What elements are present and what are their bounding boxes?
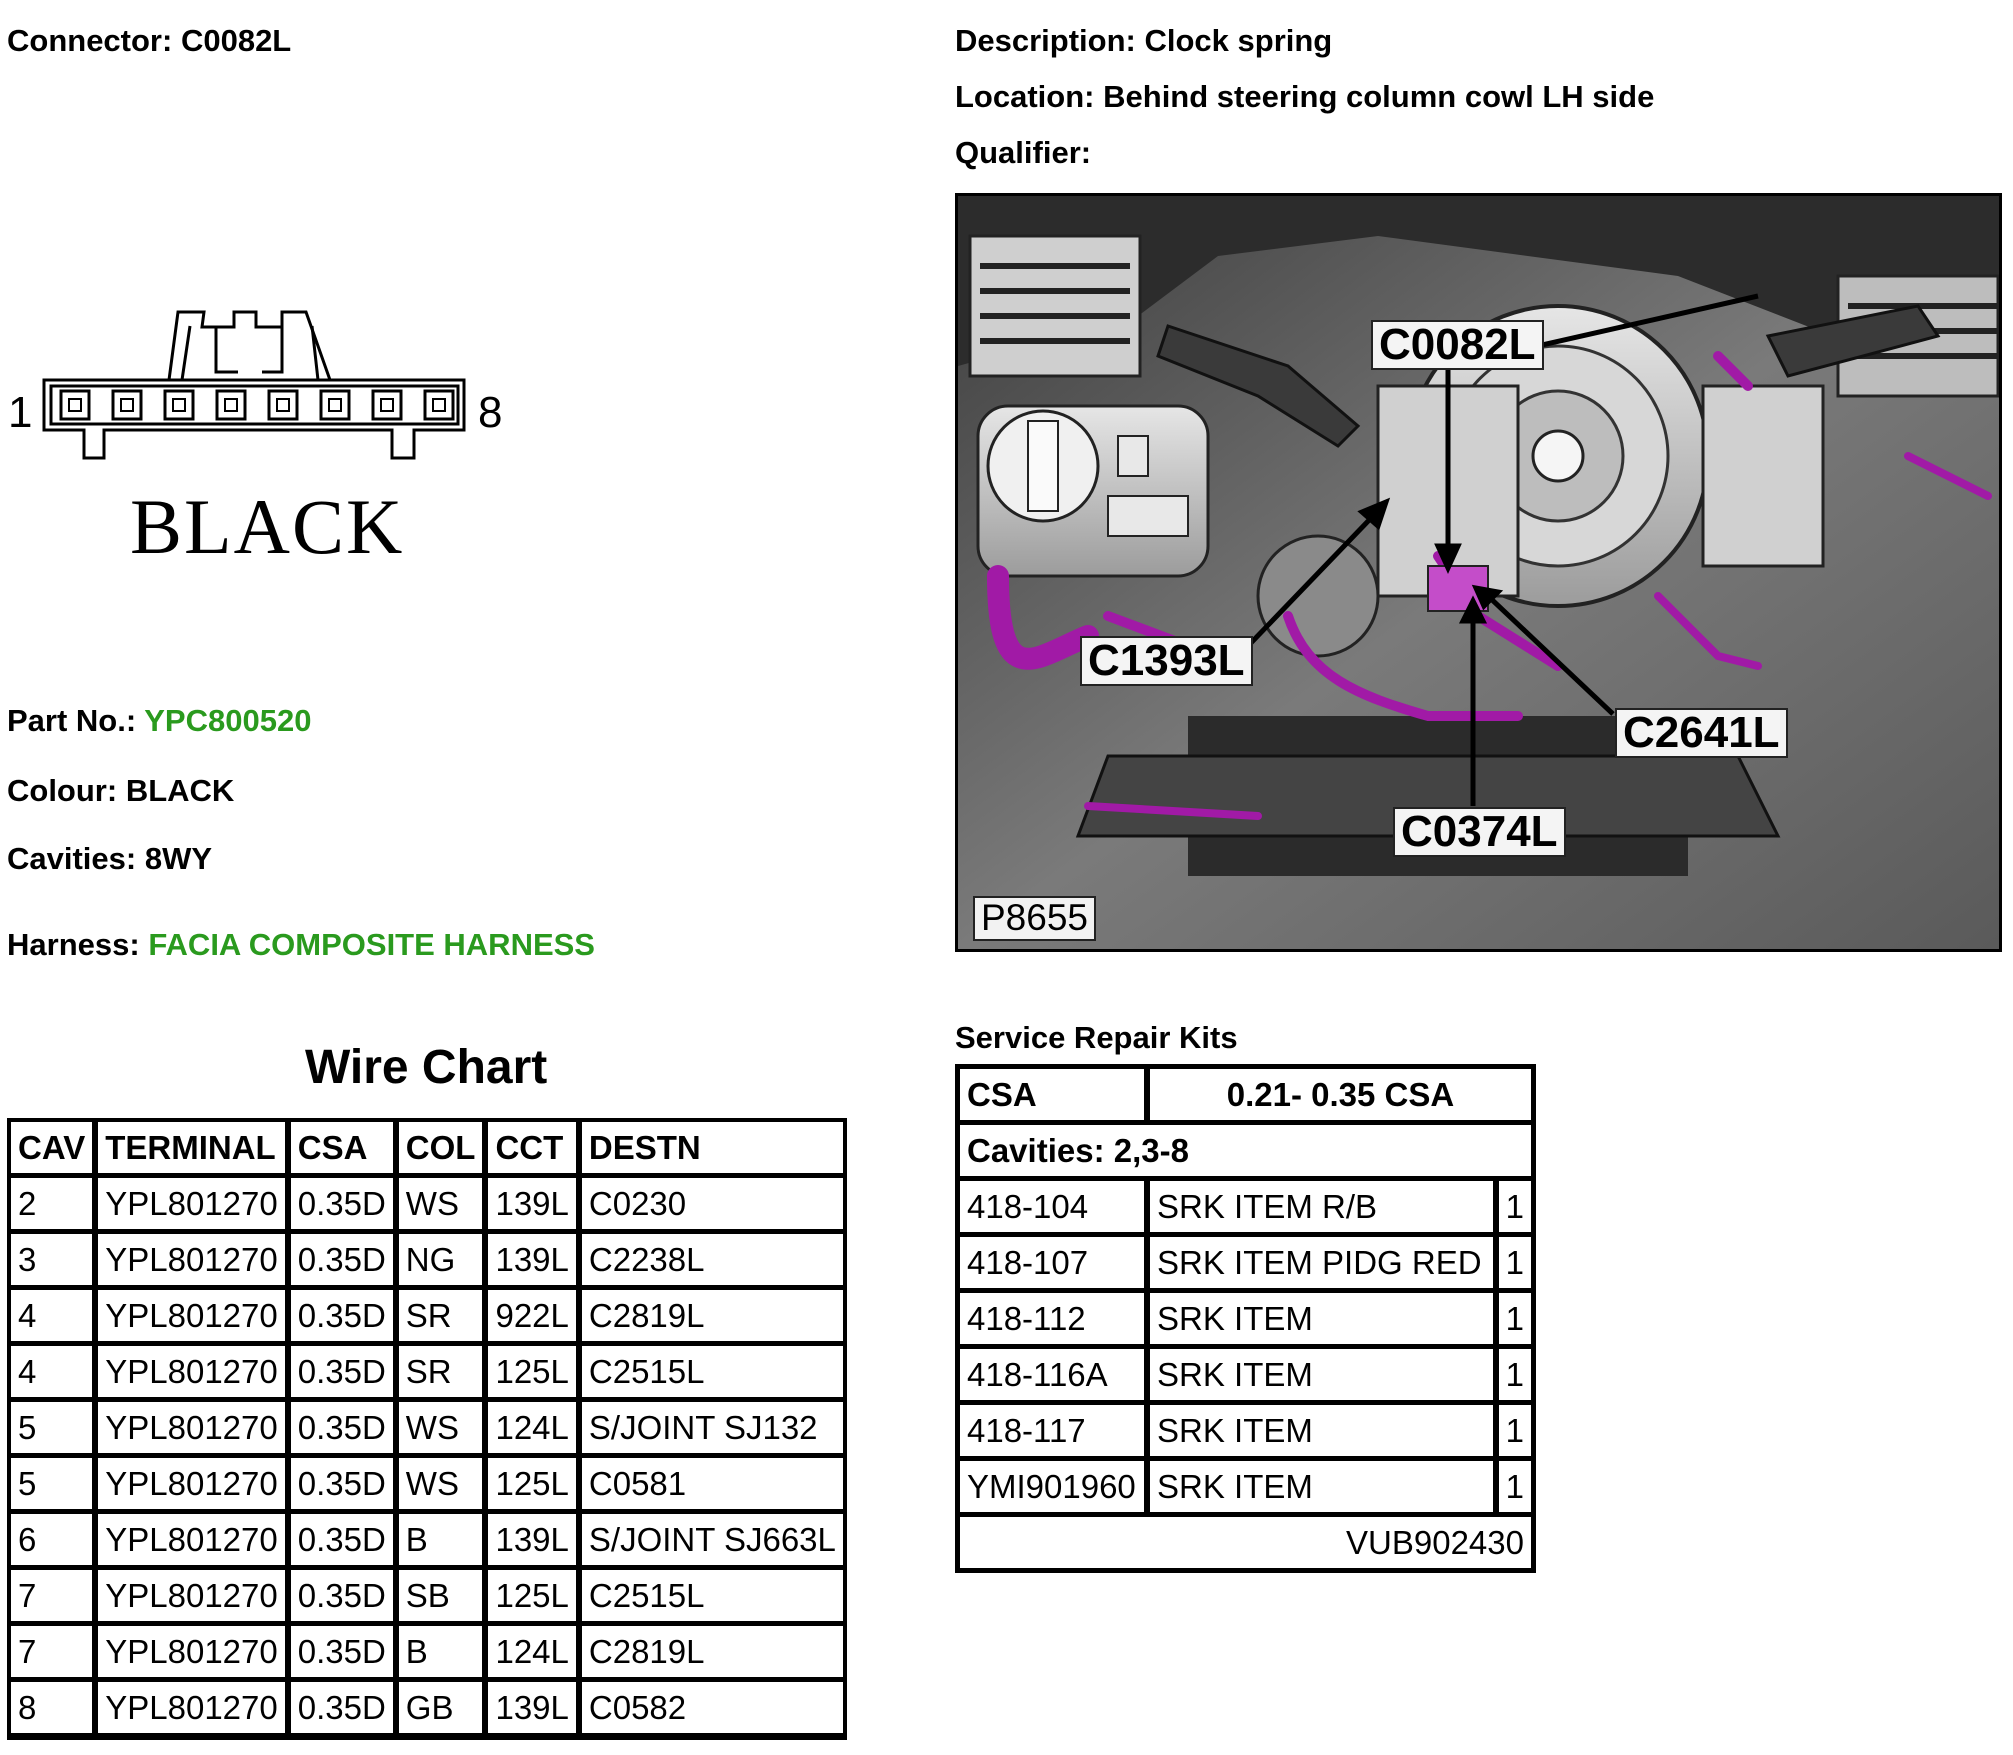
colour-label: Colour: (7, 773, 118, 808)
cavities-value: 8WY (144, 841, 213, 876)
part-no-line (7, 702, 311, 739)
cell-csa: 0.35D (291, 1626, 399, 1682)
kit-number: 418-112 (960, 1293, 1150, 1349)
column-header-terminal: TERMINAL (98, 1122, 291, 1178)
harness-link[interactable]: FACIA COMPOSITE HARNESS (148, 927, 595, 962)
cavity-3 (165, 391, 193, 419)
cell-terminal: YPL801270 (98, 1682, 291, 1738)
kit-row (960, 1461, 1531, 1517)
service-kits-table (955, 1064, 1536, 1573)
cell-col: NG (399, 1234, 489, 1290)
cell-col: WS (399, 1458, 489, 1514)
kit-description: SRK ITEM (1150, 1293, 1499, 1349)
kit-quantity: 1 (1499, 1349, 1531, 1405)
callout-c1393l: C1393L (1080, 636, 1253, 686)
kit-quantity: 1 (1499, 1461, 1531, 1517)
part-no-link[interactable]: YPC800520 (144, 703, 312, 738)
kit-row (960, 1405, 1531, 1461)
cell-col: SR (399, 1290, 489, 1346)
cell-cct: 139L (488, 1178, 581, 1234)
connector-value: C0082L (180, 23, 292, 58)
connector-header (7, 22, 291, 59)
kit-description: SRK ITEM PIDG RED (1150, 1237, 1499, 1293)
cell-col: WS (399, 1178, 489, 1234)
description-label: Description: (955, 23, 1136, 58)
cell-destn: C0230 (582, 1178, 843, 1234)
cell-cav: 4 (11, 1290, 98, 1346)
cavities-line (7, 840, 212, 877)
cell-cct: 139L (488, 1514, 581, 1570)
kit-number: 418-117 (960, 1405, 1150, 1461)
cell-csa: 0.35D (291, 1458, 399, 1514)
colour-value: BLACK (125, 773, 235, 808)
cell-cct: 124L (488, 1402, 581, 1458)
kits-cavities-row (960, 1125, 1531, 1181)
image-reference: P8655 (973, 896, 1096, 941)
column-header-destn: DESTN (582, 1122, 843, 1178)
cell-terminal: YPL801270 (98, 1570, 291, 1626)
wire-chart-header-row (11, 1122, 843, 1178)
kit-row (960, 1237, 1531, 1293)
cavity-7 (373, 391, 401, 419)
kit-description: SRK ITEM (1150, 1405, 1499, 1461)
cavity-terminal-3 (173, 399, 185, 411)
table-row (11, 1234, 843, 1290)
cell-csa: 0.35D (291, 1290, 399, 1346)
cell-cct: 139L (488, 1682, 581, 1738)
cell-terminal: YPL801270 (98, 1290, 291, 1346)
harness-line (7, 926, 595, 963)
cavity-1 (61, 391, 89, 419)
cell-terminal: YPL801270 (98, 1402, 291, 1458)
cell-cav: 7 (11, 1570, 98, 1626)
kits-footer-part-no: VUB902430 (1346, 1523, 1524, 1561)
wire-chart-table (7, 1118, 847, 1740)
table-row (11, 1514, 843, 1570)
cell-csa: 0.35D (291, 1514, 399, 1570)
service-kits-title: Service Repair Kits (955, 1020, 1238, 1055)
cell-cav: 7 (11, 1626, 98, 1682)
description-line (955, 22, 1332, 59)
cell-cav: 4 (11, 1346, 98, 1402)
kits-csa-row (960, 1069, 1531, 1125)
cell-cct: 125L (488, 1570, 581, 1626)
part-no-label: Part No.: (7, 703, 137, 738)
qualifier-line (955, 134, 1091, 171)
cavity-terminal-4 (225, 399, 237, 411)
kit-quantity: 1 (1499, 1181, 1531, 1237)
column-header-cct: CCT (488, 1122, 581, 1178)
connector-location-image (955, 193, 2002, 952)
cavities-label: Cavities: (7, 841, 137, 876)
cavity-terminal-6 (329, 399, 341, 411)
cell-terminal: YPL801270 (98, 1458, 291, 1514)
cavity-terminal-2 (121, 399, 133, 411)
table-row (11, 1458, 843, 1514)
cell-terminal: YPL801270 (98, 1626, 291, 1682)
cell-csa: 0.35D (291, 1570, 399, 1626)
cell-csa: 0.35D (291, 1402, 399, 1458)
connector-label: Connector: (7, 23, 173, 58)
cell-destn: C2238L (582, 1234, 843, 1290)
cell-destn: S/JOINT SJ663L (582, 1514, 843, 1570)
cell-col: SR (399, 1346, 489, 1402)
pin-first-label: 1 (8, 388, 33, 437)
cell-cct: 922L (488, 1290, 581, 1346)
qualifier-label: Qualifier: (955, 135, 1092, 170)
cell-col: SB (399, 1570, 489, 1626)
kits-footer-row (960, 1517, 1531, 1568)
callout-c0082l: C0082L (1371, 320, 1544, 370)
cavity-row (61, 391, 453, 419)
cavity-terminal-8 (433, 399, 445, 411)
cell-terminal: YPL801270 (98, 1346, 291, 1402)
cavity-terminal-1 (69, 399, 81, 411)
harness-label: Harness: (7, 927, 140, 962)
kit-description: SRK ITEM (1150, 1461, 1499, 1517)
cell-col: WS (399, 1402, 489, 1458)
kit-row (960, 1293, 1531, 1349)
cell-cav: 2 (11, 1178, 98, 1234)
cell-terminal: YPL801270 (98, 1234, 291, 1290)
cell-cav: 3 (11, 1234, 98, 1290)
cell-csa: 0.35D (291, 1234, 399, 1290)
kit-number: 418-116A (960, 1349, 1150, 1405)
table-row (11, 1346, 843, 1402)
kit-row (960, 1181, 1531, 1237)
cell-destn: C0582 (582, 1682, 843, 1738)
cell-csa: 0.35D (291, 1682, 399, 1738)
description-value: Clock spring (1144, 23, 1333, 58)
kit-description: SRK ITEM (1150, 1349, 1499, 1405)
wire-chart-title: Wire Chart (305, 1041, 548, 1094)
table-row (11, 1402, 843, 1458)
pin-last-label: 8 (478, 388, 503, 437)
column-header-csa: CSA (291, 1122, 399, 1178)
table-row (11, 1290, 843, 1346)
cell-col: GB (399, 1682, 489, 1738)
table-row (11, 1178, 843, 1234)
cell-destn: C0581 (582, 1458, 843, 1514)
cavity-terminal-7 (381, 399, 393, 411)
cavity-5 (269, 391, 297, 419)
kit-quantity: 1 (1499, 1405, 1531, 1461)
cell-destn: C2515L (582, 1346, 843, 1402)
cell-csa: 0.35D (291, 1178, 399, 1234)
connector-colour-label: BLACK (130, 483, 405, 570)
cell-cav: 8 (11, 1682, 98, 1738)
kit-number: YMI901960 (960, 1461, 1150, 1517)
location-label: Location: (955, 79, 1095, 114)
callout-c0374l: C0374L (1393, 807, 1566, 857)
cell-cav: 6 (11, 1514, 98, 1570)
kit-number: 418-107 (960, 1237, 1150, 1293)
kits-cavities: Cavities: 2,3-8 (960, 1125, 1531, 1181)
cell-destn: S/JOINT SJ132 (582, 1402, 843, 1458)
kit-number: 418-104 (960, 1181, 1150, 1237)
cell-destn: C2515L (582, 1570, 843, 1626)
column-header-cav: CAV (11, 1122, 98, 1178)
cell-cav: 5 (11, 1458, 98, 1514)
cell-cct: 125L (488, 1458, 581, 1514)
cell-cav: 5 (11, 1402, 98, 1458)
kits-csa-value: 0.21- 0.35 CSA (1150, 1069, 1531, 1125)
kit-row (960, 1349, 1531, 1405)
cell-cct: 125L (488, 1346, 581, 1402)
cavity-6 (321, 391, 349, 419)
cell-terminal: YPL801270 (98, 1514, 291, 1570)
table-row (11, 1570, 843, 1626)
colour-line (7, 772, 234, 809)
cavity-2 (113, 391, 141, 419)
location-value: Behind steering column cowl LH side (1103, 79, 1655, 114)
kit-quantity: 1 (1499, 1293, 1531, 1349)
cavity-4 (217, 391, 245, 419)
cell-terminal: YPL801270 (98, 1178, 291, 1234)
cell-col: B (399, 1514, 489, 1570)
cell-cct: 139L (488, 1234, 581, 1290)
table-row (11, 1626, 843, 1682)
cell-csa: 0.35D (291, 1346, 399, 1402)
location-line (955, 78, 1654, 115)
cell-destn: C2819L (582, 1626, 843, 1682)
kits-csa-label: CSA (960, 1069, 1150, 1125)
kit-quantity: 1 (1499, 1237, 1531, 1293)
column-header-col: COL (399, 1122, 489, 1178)
cavity-terminal-5 (277, 399, 289, 411)
cell-destn: C2819L (582, 1290, 843, 1346)
table-row (11, 1682, 843, 1738)
cell-cct: 124L (488, 1626, 581, 1682)
callout-c2641l: C2641L (1615, 708, 1788, 758)
kit-description: SRK ITEM R/B (1150, 1181, 1499, 1237)
cavity-8 (425, 391, 453, 419)
cell-col: B (399, 1626, 489, 1682)
